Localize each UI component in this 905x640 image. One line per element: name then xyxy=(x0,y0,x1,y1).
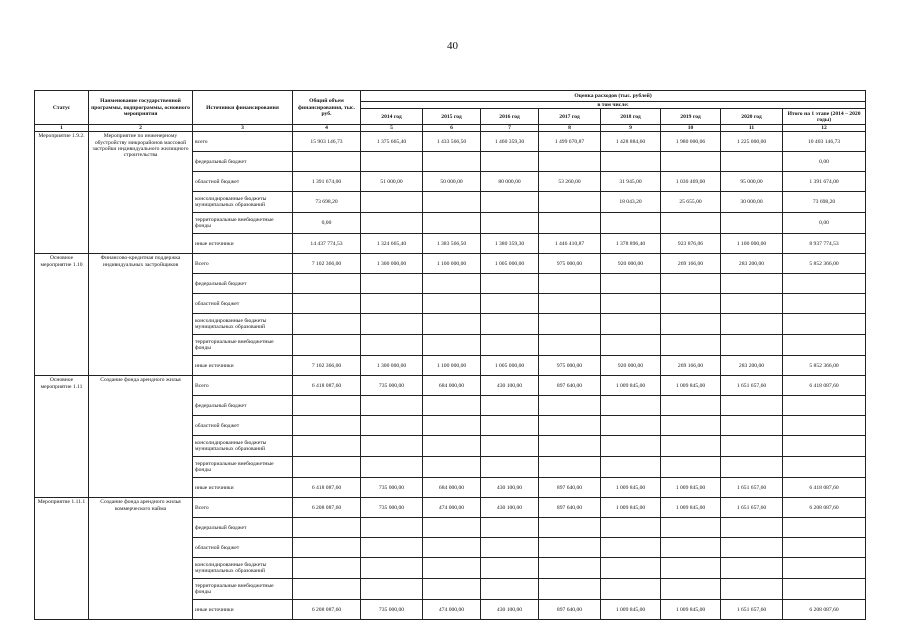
status-cell: Основное мероприятие 1.11 xyxy=(35,376,89,498)
stage-total-cell xyxy=(783,396,866,416)
year-value-cell xyxy=(481,294,539,314)
total-value-cell xyxy=(293,538,361,558)
stage-total-cell: 6 208 087,60 xyxy=(783,600,866,620)
funding-source-cell: Всего xyxy=(193,498,293,518)
year-value-cell: 1 100 000,00 xyxy=(423,254,481,274)
year-value-cell: 474 000,00 xyxy=(423,498,481,518)
status-cell: Мероприятие 1.9.2. xyxy=(35,132,89,254)
stage-total-cell xyxy=(783,579,866,600)
total-value-cell xyxy=(293,457,361,478)
total-value-cell xyxy=(293,274,361,294)
year-value-cell: 1 005 000,00 xyxy=(481,254,539,274)
funding-source-cell: Всего xyxy=(193,254,293,274)
year-value-cell: 430 100,00 xyxy=(481,478,539,498)
program-name-cell: Финансово-кредитная поддержка индивидуальных застройщиков xyxy=(89,254,193,376)
year-value-cell xyxy=(539,436,601,457)
year-value-cell: 1 030 469,00 xyxy=(661,172,721,192)
year-value-cell xyxy=(661,538,721,558)
year-value-cell: 1 225 000,00 xyxy=(721,132,783,152)
funding-source-cell: консолидированные бюджеты муниципальных образований xyxy=(193,192,293,213)
year-value-cell: 735 000,00 xyxy=(361,376,423,396)
stage-total-cell xyxy=(783,294,866,314)
funding-source-cell: областной бюджет xyxy=(193,416,293,436)
funding-source-cell: территориальные внебюджетные фонды xyxy=(193,213,293,234)
year-value-cell: 1 651 657,60 xyxy=(721,600,783,620)
program-name-cell: Мероприятие по инженерному обустройству микрорайонов массовой застройки индивидуального жилищного строительства xyxy=(89,132,193,254)
year-value-cell xyxy=(361,213,423,234)
year-value-cell xyxy=(539,558,601,579)
column-index: 6 xyxy=(423,125,481,132)
funding-source-cell: иные источники xyxy=(193,234,293,254)
year-value-cell xyxy=(361,457,423,478)
year-value-cell: 684 000,00 xyxy=(423,478,481,498)
year-value-cell: 735 000,00 xyxy=(361,478,423,498)
year-value-cell xyxy=(481,538,539,558)
year-value-cell xyxy=(361,436,423,457)
stage-total-cell xyxy=(783,457,866,478)
year-value-cell xyxy=(423,294,481,314)
year-value-cell xyxy=(481,558,539,579)
year-value-cell xyxy=(423,213,481,234)
year-value-cell: 975 000,00 xyxy=(539,254,601,274)
year-value-cell: 1 009 845,00 xyxy=(601,376,661,396)
total-value-cell: 7 102 366,00 xyxy=(293,356,361,376)
year-value-cell: 1 460 359,30 xyxy=(481,132,539,152)
header-estimate: Оценка расходов (тыс. рублей) xyxy=(361,91,866,102)
funding-source-cell: консолидированные бюджеты муниципальных образований xyxy=(193,558,293,579)
stage-total-cell: 1 391 674,00 xyxy=(783,172,866,192)
year-value-cell xyxy=(481,457,539,478)
stage-total-cell xyxy=(783,274,866,294)
table-row xyxy=(35,376,866,396)
year-value-cell: 31 945,00 xyxy=(601,172,661,192)
year-value-cell xyxy=(601,335,661,356)
year-value-cell xyxy=(539,152,601,172)
year-value-cell xyxy=(661,274,721,294)
year-value-cell xyxy=(361,152,423,172)
year-value-cell: 1 433 566,50 xyxy=(423,132,481,152)
header-source: Источники финансирования xyxy=(193,91,293,125)
year-value-cell xyxy=(661,436,721,457)
header-year: 2016 год xyxy=(481,109,539,125)
column-index: 2 xyxy=(89,125,193,132)
year-value-cell: 735 000,00 xyxy=(361,600,423,620)
year-value-cell xyxy=(601,538,661,558)
column-index: 8 xyxy=(539,125,601,132)
total-value-cell: 6 208 087,60 xyxy=(293,498,361,518)
funding-source-cell: консолидированные бюджеты муниципальных образований xyxy=(193,436,293,457)
year-value-cell xyxy=(721,457,783,478)
header-year: 2015 год xyxy=(423,109,481,125)
year-value-cell xyxy=(481,274,539,294)
year-value-cell: 684 000,00 xyxy=(423,376,481,396)
year-value-cell xyxy=(361,579,423,600)
year-value-cell xyxy=(423,518,481,538)
year-value-cell xyxy=(423,538,481,558)
year-value-cell xyxy=(721,416,783,436)
year-value-cell xyxy=(481,436,539,457)
funding-source-cell: областной бюджет xyxy=(193,172,293,192)
total-value-cell xyxy=(293,314,361,335)
total-value-cell xyxy=(293,152,361,172)
column-index: 5 xyxy=(361,125,423,132)
total-value-cell xyxy=(293,396,361,416)
table-body xyxy=(35,132,866,620)
year-value-cell xyxy=(721,538,783,558)
page-number: 40 xyxy=(447,40,458,52)
column-index: 4 xyxy=(293,125,361,132)
year-value-cell xyxy=(721,396,783,416)
year-value-cell xyxy=(361,538,423,558)
year-value-cell xyxy=(481,335,539,356)
header-status: Статус xyxy=(35,91,89,125)
year-value-cell: 283 200,00 xyxy=(721,356,783,376)
header-total: Общий объем финансирования, тыс. руб. xyxy=(293,91,361,125)
year-value-cell: 735 000,00 xyxy=(361,498,423,518)
program-name-cell: Создание фонда арендного жилья коммерческого найма xyxy=(89,498,193,620)
year-value-cell xyxy=(721,518,783,538)
year-value-cell xyxy=(361,335,423,356)
year-value-cell: 80 000,00 xyxy=(481,172,539,192)
header-name: Наименование государственной программы, подпрограммы, основного мероприятия xyxy=(89,91,193,125)
year-value-cell xyxy=(539,335,601,356)
year-value-cell xyxy=(539,457,601,478)
stage-total-cell xyxy=(783,314,866,335)
year-value-cell xyxy=(423,152,481,172)
funding-source-cell: областной бюджет xyxy=(193,538,293,558)
total-value-cell xyxy=(293,436,361,457)
column-index: 9 xyxy=(601,125,661,132)
program-name-cell: Создание фонда арендного жилья xyxy=(89,376,193,498)
year-value-cell xyxy=(481,213,539,234)
total-value-cell: 14 437 774,53 xyxy=(293,234,361,254)
year-value-cell: 269 166,00 xyxy=(661,254,721,274)
year-value-cell: 18 043,20 xyxy=(601,192,661,213)
year-value-cell xyxy=(661,579,721,600)
stage-total-cell: 10 403 146,73 xyxy=(783,132,866,152)
year-value-cell: 1 009 845,00 xyxy=(661,376,721,396)
year-value-cell xyxy=(481,396,539,416)
year-value-cell: 920 000,00 xyxy=(601,356,661,376)
year-value-cell xyxy=(721,274,783,294)
funding-source-cell: Всего xyxy=(193,376,293,396)
total-value-cell xyxy=(293,294,361,314)
year-value-cell: 897 640,00 xyxy=(539,376,601,396)
funding-source-cell: всего xyxy=(193,132,293,152)
financing-table xyxy=(34,90,866,620)
year-value-cell: 1 009 845,00 xyxy=(601,478,661,498)
funding-source-cell: территориальные внебюджетные фонды xyxy=(193,579,293,600)
year-value-cell: 1 378 896,40 xyxy=(601,234,661,254)
year-value-cell xyxy=(661,558,721,579)
year-value-cell xyxy=(721,294,783,314)
year-value-cell xyxy=(361,192,423,213)
year-value-cell xyxy=(361,518,423,538)
year-value-cell: 474 000,00 xyxy=(423,600,481,620)
year-value-cell: 95 000,00 xyxy=(721,172,783,192)
stage-total-cell: 0,00 xyxy=(783,213,866,234)
year-value-cell: 897 640,00 xyxy=(539,498,601,518)
year-value-cell: 1 009 845,00 xyxy=(601,498,661,518)
status-cell: Основное мероприятие 1.10 xyxy=(35,254,89,376)
year-value-cell: 283 200,00 xyxy=(721,254,783,274)
year-value-cell xyxy=(361,558,423,579)
year-value-cell: 430 100,00 xyxy=(481,600,539,620)
year-value-cell: 975 000,00 xyxy=(539,356,601,376)
year-value-cell xyxy=(661,457,721,478)
total-value-cell xyxy=(293,558,361,579)
year-value-cell xyxy=(423,314,481,335)
year-value-cell xyxy=(361,396,423,416)
funding-source-cell: иные источники xyxy=(193,478,293,498)
total-value-cell xyxy=(293,518,361,538)
year-value-cell: 269 166,00 xyxy=(661,356,721,376)
total-value-cell: 6 418 087,60 xyxy=(293,376,361,396)
year-value-cell: 1 009 845,00 xyxy=(661,498,721,518)
year-value-cell xyxy=(601,436,661,457)
year-value-cell xyxy=(601,274,661,294)
header-including: в том числе: xyxy=(361,102,866,109)
column-index-row xyxy=(35,125,866,132)
year-value-cell: 51 000,00 xyxy=(361,172,423,192)
year-value-cell xyxy=(423,416,481,436)
year-value-cell xyxy=(539,396,601,416)
year-value-cell: 25 655,00 xyxy=(661,192,721,213)
header-year: 2018 год xyxy=(601,109,661,125)
header-stage-total: Итого на 1 этапе (2014 – 2020 годы) xyxy=(783,109,866,125)
header-year: 2020 год xyxy=(721,109,783,125)
year-value-cell xyxy=(721,314,783,335)
year-value-cell: 1 499 670,87 xyxy=(539,132,601,152)
year-value-cell xyxy=(361,416,423,436)
year-value-cell: 1 300 000,00 xyxy=(361,356,423,376)
header-year: 2014 год xyxy=(361,109,423,125)
stage-total-cell: 6 418 087,60 xyxy=(783,376,866,396)
year-value-cell: 1 980 000,06 xyxy=(661,132,721,152)
year-value-cell: 1 446 410,87 xyxy=(539,234,601,254)
funding-source-cell: консолидированные бюджеты муниципальных образований xyxy=(193,314,293,335)
stage-total-cell: 73 698,20 xyxy=(783,192,866,213)
funding-source-cell: областной бюджет xyxy=(193,294,293,314)
total-value-cell: 15 903 146,73 xyxy=(293,132,361,152)
table-row xyxy=(35,254,866,274)
stage-total-cell xyxy=(783,558,866,579)
year-value-cell xyxy=(423,192,481,213)
total-value-cell xyxy=(293,416,361,436)
year-value-cell xyxy=(361,314,423,335)
funding-source-cell: федеральный бюджет xyxy=(193,518,293,538)
column-index: 7 xyxy=(481,125,539,132)
year-value-cell: 1 375 665,40 xyxy=(361,132,423,152)
year-value-cell: 1 651 657,60 xyxy=(721,498,783,518)
year-value-cell: 430 100,00 xyxy=(481,376,539,396)
column-index: 11 xyxy=(721,125,783,132)
year-value-cell xyxy=(661,416,721,436)
year-value-cell xyxy=(601,416,661,436)
year-value-cell: 1 651 657,60 xyxy=(721,376,783,396)
year-value-cell xyxy=(721,152,783,172)
total-value-cell: 1 391 674,00 xyxy=(293,172,361,192)
year-value-cell xyxy=(481,152,539,172)
funding-source-cell: федеральный бюджет xyxy=(193,396,293,416)
table-row xyxy=(35,498,866,518)
funding-source-cell: иные источники xyxy=(193,356,293,376)
stage-total-cell: 6 418 087,60 xyxy=(783,478,866,498)
year-value-cell: 1 300 000,00 xyxy=(361,254,423,274)
funding-source-cell: федеральный бюджет xyxy=(193,274,293,294)
total-value-cell: 0,00 xyxy=(293,213,361,234)
year-value-cell xyxy=(539,579,601,600)
column-index: 12 xyxy=(783,125,866,132)
year-value-cell xyxy=(539,538,601,558)
table-row xyxy=(35,132,866,152)
year-value-cell: 920 000,00 xyxy=(601,254,661,274)
year-value-cell xyxy=(423,335,481,356)
year-value-cell: 1 100 000,00 xyxy=(721,234,783,254)
year-value-cell: 30 000,00 xyxy=(721,192,783,213)
total-value-cell xyxy=(293,335,361,356)
year-value-cell: 1 009 845,00 xyxy=(661,478,721,498)
year-value-cell xyxy=(601,457,661,478)
year-value-cell xyxy=(481,314,539,335)
total-value-cell: 6 208 087,60 xyxy=(293,600,361,620)
column-index: 1 xyxy=(35,125,89,132)
year-value-cell xyxy=(539,314,601,335)
year-value-cell xyxy=(481,579,539,600)
year-value-cell xyxy=(423,274,481,294)
stage-total-cell xyxy=(783,335,866,356)
year-value-cell xyxy=(423,457,481,478)
year-value-cell: 1 428 884,60 xyxy=(601,132,661,152)
year-value-cell xyxy=(601,579,661,600)
stage-total-cell: 5 852 366,00 xyxy=(783,254,866,274)
year-value-cell: 430 100,00 xyxy=(481,498,539,518)
year-value-cell: 1 009 845,00 xyxy=(661,600,721,620)
total-value-cell: 73 698,20 xyxy=(293,192,361,213)
year-value-cell xyxy=(481,518,539,538)
header-year: 2019 год xyxy=(661,109,721,125)
year-value-cell xyxy=(661,518,721,538)
year-value-cell: 897 640,00 xyxy=(539,600,601,620)
year-value-cell xyxy=(721,579,783,600)
year-value-cell xyxy=(539,416,601,436)
total-value-cell: 7 102 366,00 xyxy=(293,254,361,274)
stage-total-cell xyxy=(783,416,866,436)
funding-source-cell: иные источники xyxy=(193,600,293,620)
total-value-cell: 6 418 087,60 xyxy=(293,478,361,498)
year-value-cell xyxy=(539,192,601,213)
year-value-cell: 1 324 665,40 xyxy=(361,234,423,254)
stage-total-cell: 8 937 774,53 xyxy=(783,234,866,254)
year-value-cell xyxy=(601,314,661,335)
stage-total-cell xyxy=(783,518,866,538)
year-value-cell xyxy=(601,152,661,172)
year-value-cell xyxy=(601,213,661,234)
year-value-cell: 1 009 845,00 xyxy=(601,600,661,620)
stage-total-cell xyxy=(783,538,866,558)
year-value-cell: 1 383 566,50 xyxy=(423,234,481,254)
year-value-cell xyxy=(721,436,783,457)
year-value-cell xyxy=(661,314,721,335)
year-value-cell xyxy=(661,396,721,416)
year-value-cell xyxy=(423,436,481,457)
year-value-cell xyxy=(423,558,481,579)
funding-source-cell: территориальные внебюджетные фонды xyxy=(193,335,293,356)
year-value-cell xyxy=(423,579,481,600)
year-value-cell xyxy=(539,274,601,294)
year-value-cell xyxy=(661,294,721,314)
total-value-cell xyxy=(293,579,361,600)
year-value-cell xyxy=(601,294,661,314)
year-value-cell xyxy=(601,518,661,538)
year-value-cell xyxy=(539,213,601,234)
column-index: 3 xyxy=(193,125,293,132)
year-value-cell xyxy=(721,335,783,356)
year-value-cell xyxy=(539,518,601,538)
year-value-cell: 1 005 000,00 xyxy=(481,356,539,376)
stage-total-cell: 6 208 087,60 xyxy=(783,498,866,518)
year-value-cell xyxy=(423,396,481,416)
year-value-cell xyxy=(361,294,423,314)
year-value-cell: 50 000,00 xyxy=(423,172,481,192)
stage-total-cell xyxy=(783,436,866,457)
status-cell: Мероприятие 1.11.1 xyxy=(35,498,89,620)
year-value-cell: 53 260,00 xyxy=(539,172,601,192)
year-value-cell: 923 876,06 xyxy=(661,234,721,254)
year-value-cell xyxy=(481,416,539,436)
column-index: 10 xyxy=(661,125,721,132)
year-value-cell xyxy=(661,335,721,356)
stage-total-cell: 0,00 xyxy=(783,152,866,172)
year-value-cell xyxy=(601,558,661,579)
year-value-cell: 1 380 359,30 xyxy=(481,234,539,254)
year-value-cell xyxy=(721,558,783,579)
year-value-cell xyxy=(481,192,539,213)
year-value-cell: 1 651 657,60 xyxy=(721,478,783,498)
year-value-cell xyxy=(721,213,783,234)
stage-total-cell: 5 852 366,00 xyxy=(783,356,866,376)
funding-source-cell: федеральный бюджет xyxy=(193,152,293,172)
year-value-cell xyxy=(361,274,423,294)
year-value-cell: 897 640,00 xyxy=(539,478,601,498)
year-value-cell xyxy=(539,294,601,314)
year-value-cell xyxy=(661,152,721,172)
year-value-cell: 1 100 000,00 xyxy=(423,356,481,376)
year-value-cell xyxy=(601,396,661,416)
header-year: 2017 год xyxy=(539,109,601,125)
funding-source-cell: территориальные внебюджетные фонды xyxy=(193,457,293,478)
year-value-cell xyxy=(661,213,721,234)
